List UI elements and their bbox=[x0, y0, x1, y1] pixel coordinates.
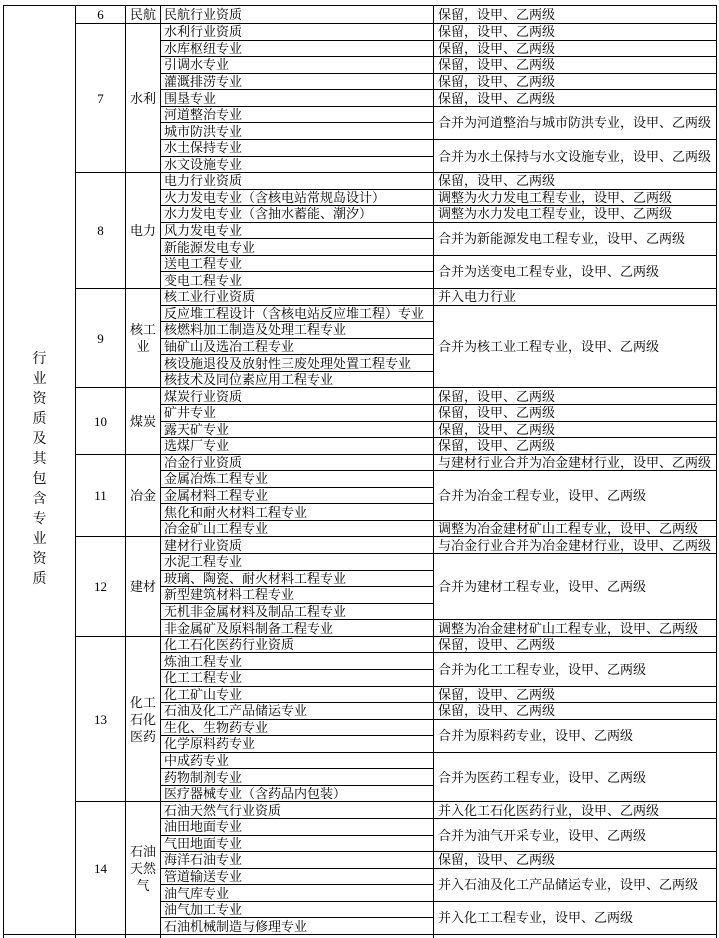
result-cell: 保留，设甲、乙两级 bbox=[434, 852, 717, 869]
result-cell: 保留，设甲、乙两级 bbox=[434, 40, 717, 57]
result-cell: 合并为核工业工程专业，设甲、乙两级 bbox=[434, 305, 717, 388]
result-cell: 与建材行业合并为冶金建材行业，设甲、乙两级 bbox=[434, 454, 717, 471]
side-label: 行业资质及其包含专业资质 bbox=[32, 351, 47, 587]
industry-number: 8 bbox=[76, 173, 126, 289]
specialty-cell: 反应堆工程设计（含核电站反应堆工程）专业 bbox=[161, 305, 434, 322]
result-cell: 合并为化工工程专业，设甲、乙两级 bbox=[434, 653, 717, 686]
industry-name bbox=[126, 934, 161, 938]
result-cell: 合并为河道整治与城市防洪专业，设甲、乙两级 bbox=[434, 106, 717, 139]
result-cell: 合并为油气开采专业，设甲、乙两级 bbox=[434, 819, 717, 852]
industry-number: 13 bbox=[76, 636, 126, 802]
table-row bbox=[4, 454, 717, 471]
industry-number: 9 bbox=[76, 289, 126, 388]
specialty-cell: 煤炭行业资质 bbox=[161, 388, 434, 405]
result-cell: 调整为水力发电工程专业，设甲、乙两级 bbox=[434, 206, 717, 223]
side-label-cell bbox=[4, 6, 76, 935]
result-cell: 并入石油及化工产品储运专业，设甲、乙两级 bbox=[434, 868, 717, 901]
result-cell: 合并为送变电工程专业，设甲、乙两级 bbox=[434, 255, 717, 288]
industry-name: 化工石化医药 bbox=[126, 636, 161, 802]
specialty-cell: 海洋石油专业 bbox=[161, 852, 434, 869]
result-cell: 保留，设甲、乙两级 bbox=[434, 636, 717, 653]
result-cell: 保留，设甲、乙两级 bbox=[434, 388, 717, 405]
specialty-cell: 水文设施专业 bbox=[161, 156, 434, 173]
specialty-cell: 石油及化工产品储运专业 bbox=[161, 703, 434, 720]
specialty-cell: 铀矿山及选冶工程专业 bbox=[161, 338, 434, 355]
specialty-cell: 玻璃、陶瓷、耐火材料工程专业 bbox=[161, 570, 434, 587]
specialty-cell: 核工业行业资质 bbox=[161, 289, 434, 306]
specialty-cell: 化工矿山专业 bbox=[161, 686, 434, 703]
specialty-cell: 非金属矿及原料制备工程专业 bbox=[161, 620, 434, 637]
table-row bbox=[4, 24, 717, 41]
industry-number: 7 bbox=[76, 24, 126, 173]
result-cell: 调整为冶金建材矿山工程专业，设甲、乙两级 bbox=[434, 620, 717, 637]
result-cell: 与冶金行业合并为冶金建材行业，设甲、乙两级 bbox=[434, 537, 717, 554]
industry-name: 建材 bbox=[126, 537, 161, 636]
specialty-cell: 核技术及同位素应用工程专业 bbox=[161, 371, 434, 388]
specialty-cell: 中成药专业 bbox=[161, 752, 434, 769]
result-cell: 并入电力行业 bbox=[434, 289, 717, 306]
result-cell: 合并为冶金工程专业，设甲、乙两级 bbox=[434, 471, 717, 521]
specialty-cell: 核燃料加工制造及处理工程专业 bbox=[161, 322, 434, 339]
specialty-cell: 新型建筑材料工程专业 bbox=[161, 587, 434, 604]
table-row bbox=[4, 173, 717, 190]
specialty-cell: 引调水专业 bbox=[161, 57, 434, 74]
industry-number: 12 bbox=[76, 537, 126, 636]
specialty-cell: 火力发电专业（含核电站常规岛设计） bbox=[161, 189, 434, 206]
result-cell: 保留，设甲、乙两级 bbox=[434, 57, 717, 74]
specialty-cell: 河道整治专业 bbox=[161, 106, 434, 123]
specialty-cell: 送电工程专业 bbox=[161, 255, 434, 272]
result-cell bbox=[434, 934, 717, 938]
result-cell: 保留，设甲、乙两级 bbox=[434, 90, 717, 107]
partial-next-row bbox=[4, 934, 717, 938]
qualification-table-body bbox=[4, 6, 717, 938]
result-cell: 合并为新能源发电工程专业，设甲、乙两级 bbox=[434, 222, 717, 255]
specialty-cell: 水泥工程专业 bbox=[161, 554, 434, 571]
specialty-cell: 建材行业资质 bbox=[161, 537, 434, 554]
specialty-cell: 城市防洪专业 bbox=[161, 123, 434, 140]
specialty-cell: 管道输送专业 bbox=[161, 868, 434, 885]
specialty-cell: 冶金行业资质 bbox=[161, 454, 434, 471]
result-cell: 保留，设甲、乙两级 bbox=[434, 6, 717, 24]
specialty-cell: 灌溉排涝专业 bbox=[161, 73, 434, 90]
specialty-cell: 风力发电专业 bbox=[161, 222, 434, 239]
result-cell: 保留，设甲、乙两级 bbox=[434, 438, 717, 455]
specialty-cell: 医疗器械专业（含药品内包装） bbox=[161, 785, 434, 802]
specialty-cell: 水土保持专业 bbox=[161, 139, 434, 156]
result-cell: 合并为医药工程专业，设甲、乙两级 bbox=[434, 752, 717, 802]
industry-name: 水利 bbox=[126, 24, 161, 173]
industry-name: 石油天然气 bbox=[126, 802, 161, 935]
industry-number bbox=[76, 934, 126, 938]
specialty-cell: 露天矿专业 bbox=[161, 421, 434, 438]
specialty-cell: 化工工程专业 bbox=[161, 669, 434, 686]
result-cell: 合并为原料药专业，设甲、乙两级 bbox=[434, 719, 717, 752]
result-cell: 保留，设甲、乙两级 bbox=[434, 421, 717, 438]
industry-number: 10 bbox=[76, 388, 126, 454]
specialty-cell: 变电工程专业 bbox=[161, 272, 434, 289]
specialty-cell: 石油机械制造与修理专业 bbox=[161, 918, 434, 935]
specialty-cell: 炼油工程专业 bbox=[161, 653, 434, 670]
specialty-cell: 化工石化医药行业资质 bbox=[161, 636, 434, 653]
result-cell: 保留，设甲、乙两级 bbox=[434, 73, 717, 90]
specialty-cell: 金属材料工程专业 bbox=[161, 487, 434, 504]
industry-number: 14 bbox=[76, 802, 126, 935]
result-cell: 调整为冶金建材矿山工程专业，设甲、乙两级 bbox=[434, 520, 717, 537]
industry-name: 核工业 bbox=[126, 289, 161, 388]
result-cell: 保留，设甲、乙两级 bbox=[434, 24, 717, 41]
specialty-cell: 石油天然气行业资质 bbox=[161, 802, 434, 819]
specialty-cell: 新能源发电专业 bbox=[161, 239, 434, 256]
specialty-cell: 金属冶炼工程专业 bbox=[161, 471, 434, 488]
specialty-cell: 药物制剂专业 bbox=[161, 769, 434, 786]
table-row bbox=[4, 802, 717, 819]
result-cell: 保留，设甲、乙两级 bbox=[434, 703, 717, 720]
table-row bbox=[4, 6, 717, 24]
result-cell: 保留，设甲、乙两级 bbox=[434, 404, 717, 421]
side-label-cell bbox=[4, 934, 76, 938]
table-row bbox=[4, 636, 717, 653]
specialty-cell: 电力行业资质 bbox=[161, 173, 434, 190]
specialty-cell: 油气库专业 bbox=[161, 885, 434, 902]
result-cell: 并入化工工程专业，设甲、乙两级 bbox=[434, 901, 717, 934]
specialty-cell: 矿井专业 bbox=[161, 404, 434, 421]
industry-number: 6 bbox=[76, 6, 126, 24]
specialty-cell: 围垦专业 bbox=[161, 90, 434, 107]
specialty-cell: 水利行业资质 bbox=[161, 24, 434, 41]
specialty-cell: 选煤厂专业 bbox=[161, 438, 434, 455]
specialty-cell: 民航行业资质 bbox=[161, 6, 434, 24]
specialty-cell: 油田地面专业 bbox=[161, 819, 434, 836]
industry-number: 11 bbox=[76, 454, 126, 537]
specialty-cell: 油气加工专业 bbox=[161, 901, 434, 918]
qualification-table bbox=[3, 5, 717, 938]
table-row bbox=[4, 388, 717, 405]
specialty-cell: 水库枢纽专业 bbox=[161, 40, 434, 57]
result-cell: 保留，设甲、乙两级 bbox=[434, 173, 717, 190]
specialty-cell bbox=[161, 934, 434, 938]
result-cell: 调整为火力发电工程专业，设甲、乙两级 bbox=[434, 189, 717, 206]
specialty-cell: 核设施退役及放射性三废处理处置工程专业 bbox=[161, 355, 434, 372]
industry-name: 电力 bbox=[126, 173, 161, 289]
table-row bbox=[4, 537, 717, 554]
specialty-cell: 水力发电专业（含抽水蓄能、潮汐） bbox=[161, 206, 434, 223]
specialty-cell: 生化、生物药专业 bbox=[161, 719, 434, 736]
table-row bbox=[4, 289, 717, 306]
specialty-cell: 化学原料药专业 bbox=[161, 736, 434, 753]
specialty-cell: 气田地面专业 bbox=[161, 835, 434, 852]
industry-name: 煤炭 bbox=[126, 388, 161, 454]
industry-name: 民航 bbox=[126, 6, 161, 24]
result-cell: 保留，设甲、乙两级 bbox=[434, 686, 717, 703]
specialty-cell: 焦化和耐火材料工程专业 bbox=[161, 504, 434, 521]
result-cell: 并入化工石化医药行业，设甲、乙两级 bbox=[434, 802, 717, 819]
specialty-cell: 无机非金属材料及制品工程专业 bbox=[161, 603, 434, 620]
result-cell: 合并为水土保持与水文设施专业，设甲、乙两级 bbox=[434, 139, 717, 172]
specialty-cell: 冶金矿山工程专业 bbox=[161, 520, 434, 537]
industry-name: 冶金 bbox=[126, 454, 161, 537]
result-cell: 合并为建材工程专业，设甲、乙两级 bbox=[434, 554, 717, 620]
